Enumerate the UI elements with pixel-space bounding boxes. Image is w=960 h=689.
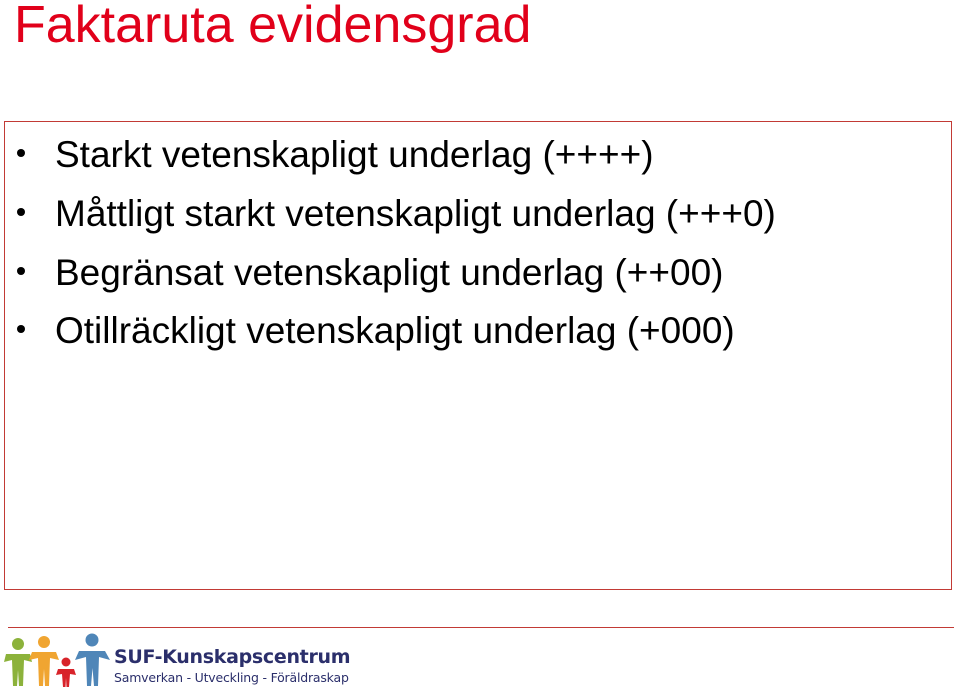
suf-logo: [2, 632, 351, 688]
bullet-text: Starkt vetenskapligt underlag (++++): [55, 134, 654, 175]
content-box: [4, 121, 952, 590]
figure-blue: [75, 634, 110, 687]
bullet-dot: [17, 208, 25, 216]
logo-tagline: Samverkan - Utveckling - Föräldraskap: [114, 670, 349, 685]
bullet-text: Måttligt starkt vetenskapligt underlag (+++0): [55, 193, 776, 234]
slide-title: Faktaruta evidensgrad: [14, 0, 532, 54]
bullet-dot: [17, 267, 25, 275]
family-figures-icon: [2, 632, 114, 688]
bullet-dot: [17, 149, 25, 157]
figure-red: [56, 658, 76, 688]
bullet-text: Otillräckligt vetenskapligt underlag (+000): [55, 310, 735, 351]
figure-green: [4, 638, 32, 686]
figure-orange: [29, 636, 59, 686]
footer-divider: [8, 627, 954, 628]
logo-name: SUF-Kunskapscentrum: [114, 646, 351, 668]
bullet-text: Begränsat vetenskapligt underlag (++00): [55, 252, 724, 293]
bullet-dot: [17, 325, 25, 333]
